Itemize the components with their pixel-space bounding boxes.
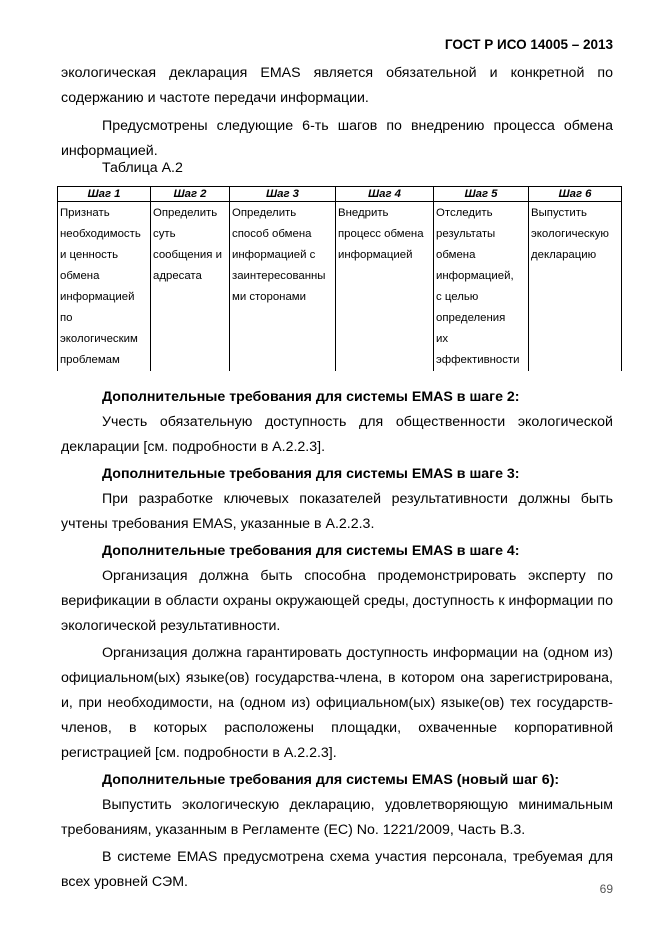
cell-line: информацией: [338, 249, 413, 261]
table-header-row: [58, 187, 622, 202]
cell-line: Признать: [60, 207, 110, 219]
table-cell: [230, 202, 336, 372]
cell-line: эффективности: [436, 354, 520, 366]
section-heading: Дополнительные требования для системы EMAS в шаге 2:: [102, 389, 520, 405]
table-row: [58, 202, 622, 372]
paragraph: В системе EMAS предусмотрена схема участия персонала, требуемая для всех уровней СЭМ.: [61, 849, 613, 890]
cell-line: проблемам: [60, 354, 120, 366]
paragraph: Организация должна быть способна продемонстрировать эксперту по верификации в области охраны окружающей среды, доступность к информации по экологической результативности.: [61, 568, 613, 634]
section-heading: Дополнительные требования для системы EMAS в шаге 3:: [102, 466, 520, 482]
cell-line: экологическим: [60, 333, 138, 345]
cell-line: заинтересованны: [232, 270, 326, 282]
cell-line: определения: [436, 312, 506, 324]
cell-line: Определить: [232, 207, 297, 219]
paragraph: Предусмотрены следующие 6-ть шагов по внедрению процесса обмена информацией.: [61, 118, 613, 159]
cell-line: информацией: [60, 291, 135, 303]
section-heading: Дополнительные требования для системы EMAS (новый шаг 6):: [102, 772, 560, 788]
table-header-cell: Шаг 2: [151, 187, 230, 202]
cell-line: декларацию: [531, 249, 597, 261]
paragraph: экологическая декларация EMAS является обязательной и конкретной по содержанию и частоте передачи информации.: [61, 65, 613, 106]
cell-line: ми сторонами: [232, 291, 306, 303]
cell-line: способ обмена: [232, 228, 312, 240]
cell-line: Выпустить: [531, 207, 587, 219]
paragraph: Учесть обязательную доступность для общественности экологической декларации [см. подробности в А.2.2.3].: [61, 414, 613, 455]
cell-line: результаты: [436, 228, 496, 240]
cell-line: по: [60, 312, 73, 324]
cell-line: с целью: [436, 291, 479, 303]
table-cell: [434, 202, 529, 372]
cell-line: обмена: [436, 249, 476, 261]
cell-line: обмена: [60, 270, 100, 282]
steps-table: [57, 186, 622, 371]
paragraph: При разработке ключевых показателей результативности должны быть учтены требования EMAS, указанные в А.2.2.3.: [61, 491, 613, 532]
cell-line: экологическую: [531, 228, 609, 240]
table-header-cell: Шаг 5: [434, 187, 529, 202]
cell-line: адресата: [153, 270, 202, 282]
cell-line: и ценность: [60, 249, 119, 261]
table-header-cell: Шаг 3: [230, 187, 336, 202]
paragraph: Выпустить экологическую декларацию, удовлетворяющую минимальным требованиям, указанным в Регламенте (ЕС) No. 1221/2009, Часть В.3.: [61, 797, 613, 838]
table-header-cell: Шаг 1: [58, 187, 151, 202]
cell-line: сообщения и: [153, 249, 222, 261]
section-heading: Дополнительные требования для системы EMAS в шаге 4:: [102, 543, 520, 559]
cell-line: необходимость: [60, 228, 141, 240]
table-cell: [151, 202, 230, 372]
table-caption: Таблица А.2: [102, 160, 183, 176]
doc-header: ГОСТ Р ИСО 14005 – 2013: [444, 37, 613, 52]
paragraph: Организация должна гарантировать доступность информации на (одном из) официальном(ых) языке(ов) государства-члена, в котором она зарегистрирована, и, при необходимости, на (одном из) официальном(ых) языке(ов) тех государств-членов, в которых расположены площадки, охваченные корпоративной регистрацией [см. подробности в А.2.2.3].: [61, 645, 613, 761]
cell-line: информацией с: [232, 249, 316, 261]
intro-text: [61, 61, 613, 164]
cell-line: Определить: [153, 207, 218, 219]
cell-line: Отследить: [436, 207, 493, 219]
page-number: 69: [599, 882, 613, 896]
cell-line: информацией,: [436, 270, 514, 282]
table-cell: [336, 202, 434, 372]
cell-line: их: [436, 333, 449, 345]
table-cell: [58, 202, 151, 372]
cell-line: Внедрить: [338, 207, 389, 219]
cell-line: процесс обмена: [338, 228, 424, 240]
table-header-cell: Шаг 6: [529, 187, 622, 202]
table-cell: [529, 202, 622, 372]
cell-line: суть: [153, 228, 176, 240]
requirements-text: [61, 385, 613, 895]
table-header-cell: Шаг 4: [336, 187, 434, 202]
